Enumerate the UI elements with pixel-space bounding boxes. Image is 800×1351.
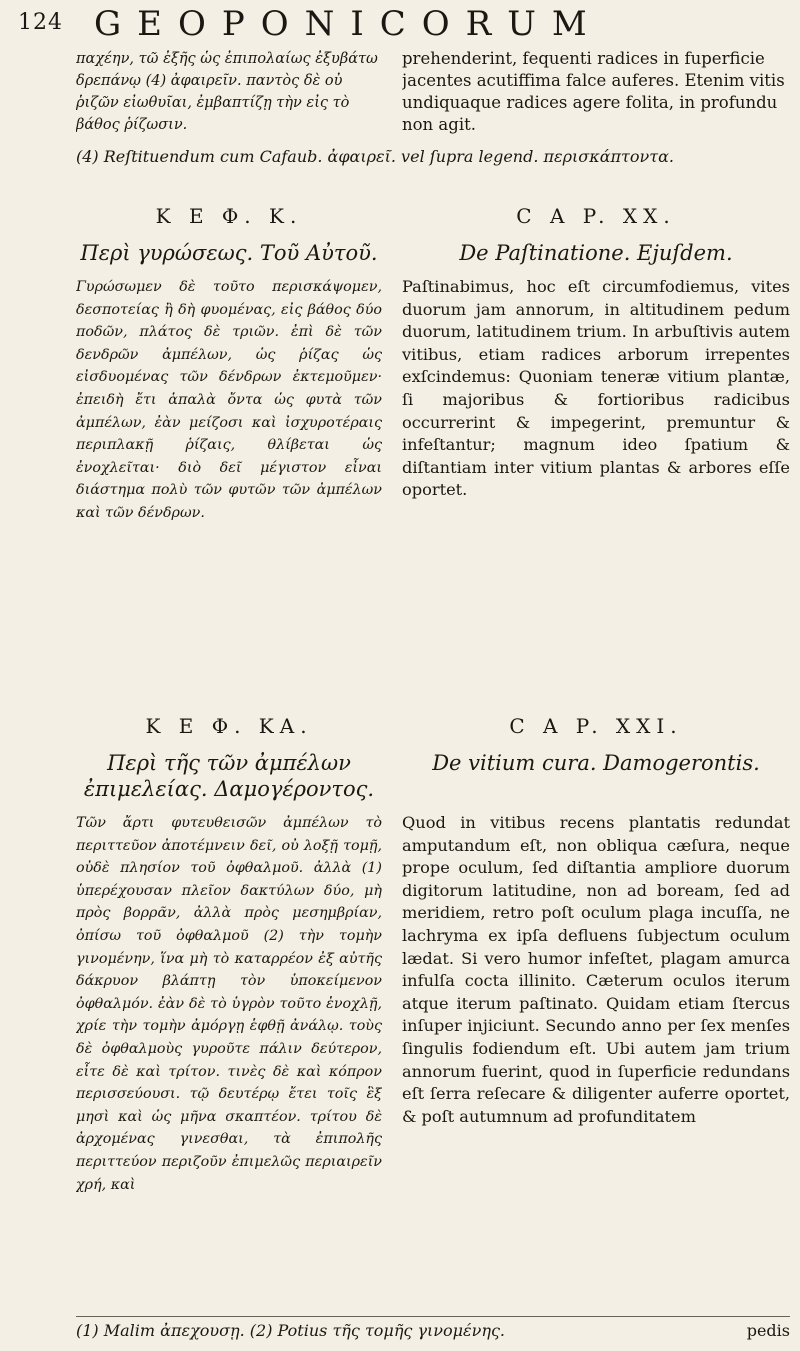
latin-chapter-number-21: C A P. XXI.: [509, 714, 683, 738]
latin-chapter-number-20: C A P. XX.: [516, 204, 676, 228]
footnote-bottom-text: (1) Malim ἀπεχουσῃ. (2) Potius τῆς τομῆς γινομένης.: [76, 1321, 505, 1340]
greek-continuation-text: παχέην, τῶ ἐξῆς ὡς ἐπιπολαίως ἐξυβάτω δρεπάνῳ (4) ἀφαιρεῖν. παντὸς δὲ οὐ ῥιζῶν εἰωθυῖαι, ἐμβαπτίζῃ τὴν εἰς τὸ βάθος ῥίζωσιν.: [76, 51, 378, 133]
catchword: pedis: [746, 1321, 790, 1340]
page-header: [18, 4, 788, 44]
greek-chapter-text-21: Τῶν ἄρτι φυτευθεισῶν ἀμπέλων τὸ περιττεῦον ἀποτέμνειν δεῖ, οὐ λοξῇ τομῇ, οὐδὲ πλησίον τοῦ ὀφθαλμοῦ. ἀλλὰ (1) ὑπερέχουσαν πλεῖον δακτύλων δύο, μὴ πρὸς βορρᾶν, ἀλλὰ πρὸς μεσημβρίαν, ὀπίσω τοῦ ὀφθαλμοῦ (2) τὴν τομὴν γινομένην, ἵνα μὴ τὸ καταρρέον ἐξ αὐτῆς δάκρυον βλάπτῃ τὸν ὑποκείμενον ὀφθαλμόν. ἐὰν δὲ τὸ ὑγρὸν τοῦτο ἐνοχλῇ, χρίε τὴν τομὴν ἀμόργῃ ἑφθῇ ἀνάλῳ. τοὺς δὲ ὀφθαλμοὺς γυροῦτε πάλιν δεύτερον, εἶτε δὲ καὶ τρίτον. τινὲς δὲ καὶ κόπρον περισσεύουσι. τῷ δευτέρῳ ἔτει τοῖς ἓξ μησὶ καὶ ὡς μῆνα σκαπτέον. τρίτου δὲ ἀρχομένας γινεσθαι, τὰ ἐπιπολῆς περιττεύον περιζοῦν ἐπιμελῶς περιαιρεῖν χρή, καὶ: [76, 815, 382, 1193]
latin-chapter-title-20: De Paſtinatione. Ejuſdem.: [459, 241, 733, 265]
footnote-top: (4) Reſtituendum cum Cafaub. ἀφαιρεῖ. vel ſupra legend. περισκάπτοντα.: [76, 147, 674, 166]
page-number: 124: [18, 10, 63, 35]
greek-chapter-number-20: Κ Ε Φ. Κ.: [155, 204, 303, 228]
greek-chapter-title-20: Περὶ γυρώσεως. Τοῦ Αὐτοῦ.: [80, 241, 378, 265]
footnote-bottom: [76, 1316, 790, 1343]
running-title: GEOPONICORUM: [94, 4, 603, 44]
greek-chapter-text-20: Γυρώσωμεν δὲ τοῦτο περισκάψομεν, δεσποτείας ἢ δὴ φυομένας, εἰς βάθος δύο ποδῶν, πλάτος δὲ τριῶν. ἐπὶ δὲ τῶν δενδρῶν ἀμπέλων, ὡς ῥίζας ὡς εἰσδυομένας τῶν δένδρων ἐκτεμοῦμεν· ἐπειδὴ ἔτι ἁπαλὰ ὄντα ὡς φυτὰ τῶν ἀμπέλων, ἐὰν μείζοσι καὶ ἰσχυροτέραις περιπλακῇ ῥίζαις, θλίβεται ὡς ἐνοχλεῖται· διὸ δεῖ μέγιστον εἶναι διάστημα πολὺ τῶν φυτῶν τῶν ἀμπέλων καὶ τῶν δένδρων.: [76, 279, 382, 521]
greek-chapter-title-21: Περὶ τῆς τῶν ἀμπέλων ἐπιμελείας. Δαμογέροντος.: [83, 751, 375, 801]
greek-chapter-number-21: Κ Ε Φ. ΚΑ.: [145, 714, 313, 738]
latin-continuation-text: prehenderint, fequenti radices in fuperficie jacentes acutiffima falce auferes. Etenim vitis undiquaque radices agere folita, in profundu non agit.: [402, 49, 785, 134]
latin-chapter-text-21: Quod in vitibus recens plantatis redundat amputandum eſt, non obliqua cæſura, neque prope oculum, ſed diſtantia ampliore duorum digitorum latitudine, non ad boream, ſed ad meridiem, retro poſt oculum plaga incuſſa, ne lachryma ex ipſa defluens ſubjectum oculum lædat. Si vero humor infeſtet, plagam amurca infulſa cocta illinito. Cæterum oculos iterum atque iterum paſtinato. Quidam etiam ſtercus inſuper injiciunt. Secundo anno per ſex menſes ſingulis fodiendum eſt. Ubi autem jam trium annorum fuerint, quod in ſuperficie redundans eſt ſerra reſecare & diligenter auferre oportet, & poſt autumnum ad profunditatem: [402, 813, 790, 1126]
latin-chapter-text-20: Paſtinabimus, hoc eſt circumfodiemus, vites duorum jam annorum, in altitudinem pedum duorum, latitudinem trium. In arbuſtivis autem vitibus, etiam radices arborum irrepentes exſcindemus: Quoniam teneræ vitium plantæ, ſi majoribus & fortioribus radicibus occurrerint & impegerint, premuntur & infeſtantur; magnum ideo ſpatium & diſtantiam inter vitium plantas & arbores eſſe oportet.: [402, 277, 790, 500]
latin-chapter-title-21: De vitium cura. Damogerontis.: [432, 751, 760, 775]
